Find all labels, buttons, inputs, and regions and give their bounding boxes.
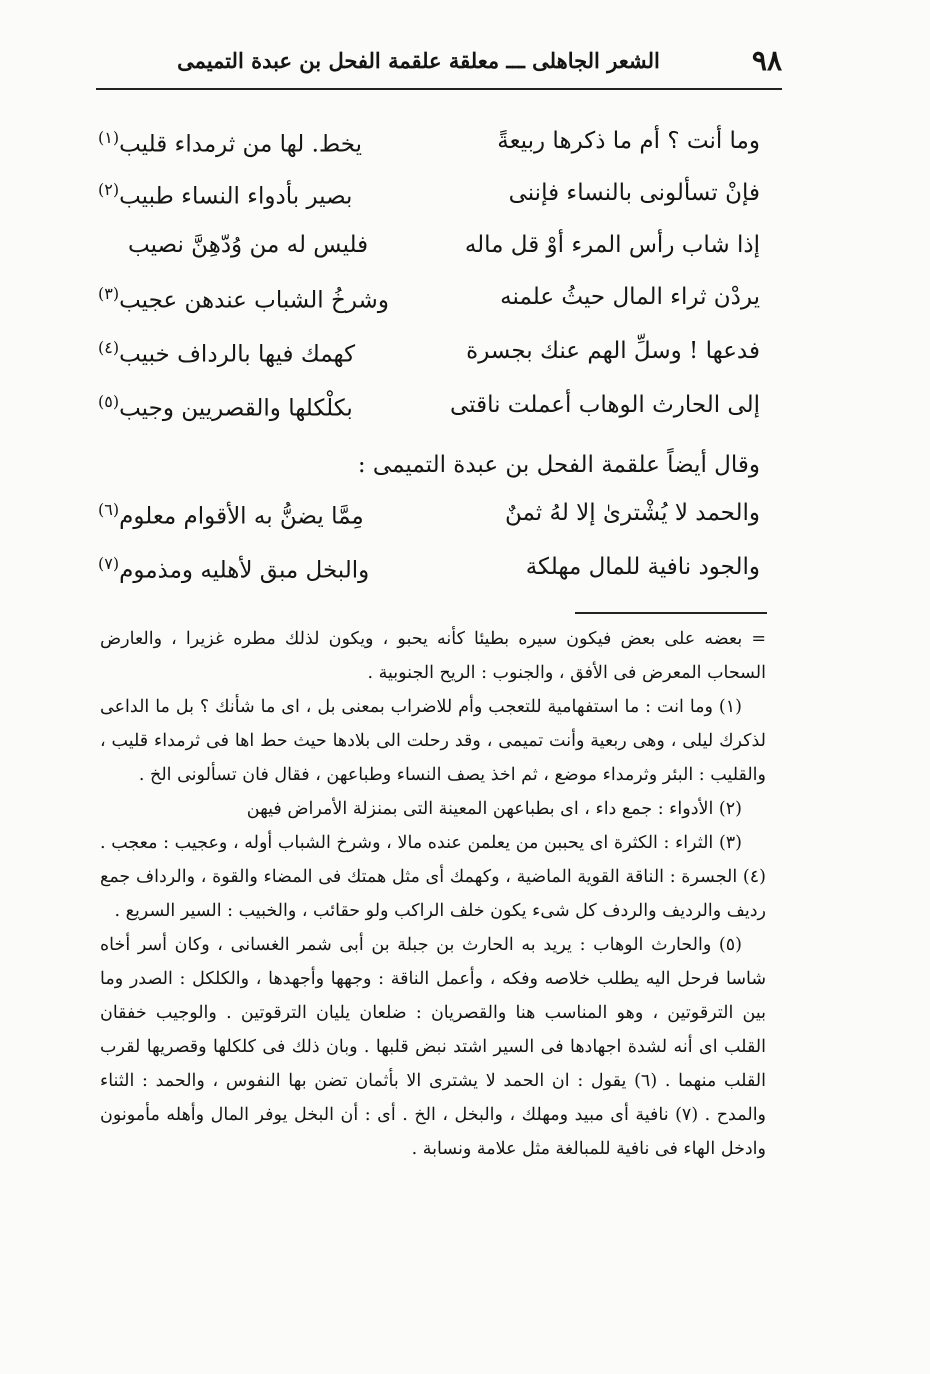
- verse-line: [98, 232, 760, 282]
- verse-second-hemistich: [98, 554, 369, 584]
- verse-second-hemistich: [128, 232, 368, 258]
- note-reference: (٣): [98, 284, 120, 303]
- verse-first-hemistich: وما أنت ؟ أم ما ذكرها ربيعةً: [497, 128, 760, 154]
- verse-second-hemistich: [98, 180, 352, 210]
- verse-second-text: والبخل مبق لأهليه ومذموم: [119, 557, 370, 584]
- verse-second-text: مِمَّا يضنُّ به الأقوام معلوم: [119, 503, 364, 530]
- verse-first-hemistich: فدعها ! وسلِّ الهم عنك بجسرة: [466, 338, 760, 364]
- verse-line: [98, 128, 760, 178]
- note-reference: (٢): [98, 180, 120, 199]
- running-title: الشعر الجاهلى ـــ معلقة علقمة الفحل بن عبدة التميمى: [177, 48, 660, 73]
- verse-first-hemistich: إلى الحارث الوهاب أعملت ناقتى: [449, 392, 760, 418]
- verse-second-hemistich: [98, 338, 355, 368]
- verse-line: [98, 284, 760, 334]
- footnotes: [100, 622, 766, 1166]
- poem-intro: وقال أيضاً علقمة الفحل بن عبدة التميمى :: [357, 452, 760, 478]
- note-reference: (١): [98, 128, 120, 147]
- verse-second-hemistich: [98, 128, 362, 158]
- footnote-continuation: = بعضه على بعض فيكون سيره بطيئا كأنه يحبو ، ويكون لذلك مطره غزيرا ، والعارض السحاب المعرض فى الأفق ، والجنوب : الريح الجنوبية .: [100, 629, 766, 683]
- verse-second-text: بكلْكلها والقصريين وجيب: [119, 395, 353, 422]
- verse-second-text: يخط. لها من ثرمداء قليب: [119, 131, 362, 158]
- verse-second-hemistich: [98, 500, 364, 530]
- verse-first-hemistich: والحمد لا يُشْترىٰ إلا لهُ ثمنٌ: [505, 500, 760, 526]
- note-reference: (٤): [98, 338, 120, 357]
- note-reference: (٥): [98, 392, 120, 411]
- footnote: (١) وما انت : ما استفهامية للتعجب وأم للاضراب بمعنى بل ، اى ما شأنك ؟ بل ما الداعى لذكرك ليلى ، وهى ربعية وأنت تميمى ، وقد رحلت الى بلادها حيث حط اها فى ثرمداء قليب ، والقليب : البئر وثرمداء موضع ، ثم اخذ يصف النساء وطباعهن ، فقال فان تسألونى الخ .: [100, 697, 766, 785]
- footnote: (٢) الأدواء : جمع داء ، اى بطباعهن المعينة التى بمنزلة الأمراض فيهن: [246, 799, 742, 819]
- verse-line: [98, 338, 760, 388]
- verse-second-text: وشرخُ الشباب عندهن عجيب: [119, 287, 389, 314]
- footnote: (٣) الثراء : الكثرة اى يحببن من يعلمن عنده مالا ، وشرخ الشباب أوله ، وعجيب : معجب . (٤) الجسرة : الناقة القوية الماضية ، وكهمك أى مثل همتك فى المضاء والقوة ، والرداف جمع رديف والرديف والردف كل شىء يكون خلف الراكب ولو حقائب ، والخبيب : السير السريع .: [100, 833, 766, 921]
- note-reference: (٦): [98, 500, 120, 519]
- verse-line: [98, 500, 760, 550]
- footnote-separator: [575, 612, 767, 614]
- verse-first-hemistich: والجود نافية للمال مهلكة: [525, 554, 760, 580]
- page-number: ٩٨: [751, 44, 782, 77]
- verse-line: [98, 554, 760, 604]
- verse-first-hemistich: يردْن ثراء المال حيثُ علمنه: [500, 284, 760, 310]
- verse-first-hemistich: فإنْ تسألونى بالنساء فإننى: [508, 180, 760, 206]
- verse-second-hemistich: [98, 284, 389, 314]
- verse-first-hemistich: إذا شاب رأس المرء أوْ قل ماله: [464, 232, 760, 258]
- verse-second-hemistich: [98, 392, 353, 422]
- verse-second-text: كهمك فيها بالرداف خبيب: [119, 341, 356, 368]
- verse-second-text: بصير بأدواء النساء طبيب: [119, 183, 353, 210]
- header-rule: [96, 88, 782, 90]
- footnote: (٥) والحارث الوهاب : يريد به الحارث بن جبلة بن أبى شمر الغسانى ، وكان أسر أخاه شاسا فرحل اليه يطلب خلاصه وفكه ، وأعمل الناقة : وجهها وأجهدها ، والكلكل : الصدر وما بين الترقوتين ، وهو المناسب هنا والقصريان : ضلعان يليان الترقوتين . والوجيب خفقان القلب اى أنه لشدة اجهادها فى السير اشتد نبض قلبها . وبان ذلك فى كلكلها وقصريها لقرب القلب منهما . (٦) يقول : ان الحمد لا يشترى الا بأثمان تضن بها النفوس ، والحمد : الثناء والمدح . (٧) نافية أى مبيد ومهلك ، والبخل ، الخ . أى : أن البخل يوفر المال وأهله مأمونون وادخل الهاء فى نافية للمبالغة مثل علامة ونسابة .: [100, 935, 767, 1159]
- note-reference: (٧): [98, 554, 120, 573]
- verse-second-text: فليس له من وُدّهِنَّ نصيب: [128, 232, 369, 258]
- page-header: [100, 40, 782, 80]
- verse-line: [98, 180, 760, 230]
- verse-line: [98, 392, 760, 442]
